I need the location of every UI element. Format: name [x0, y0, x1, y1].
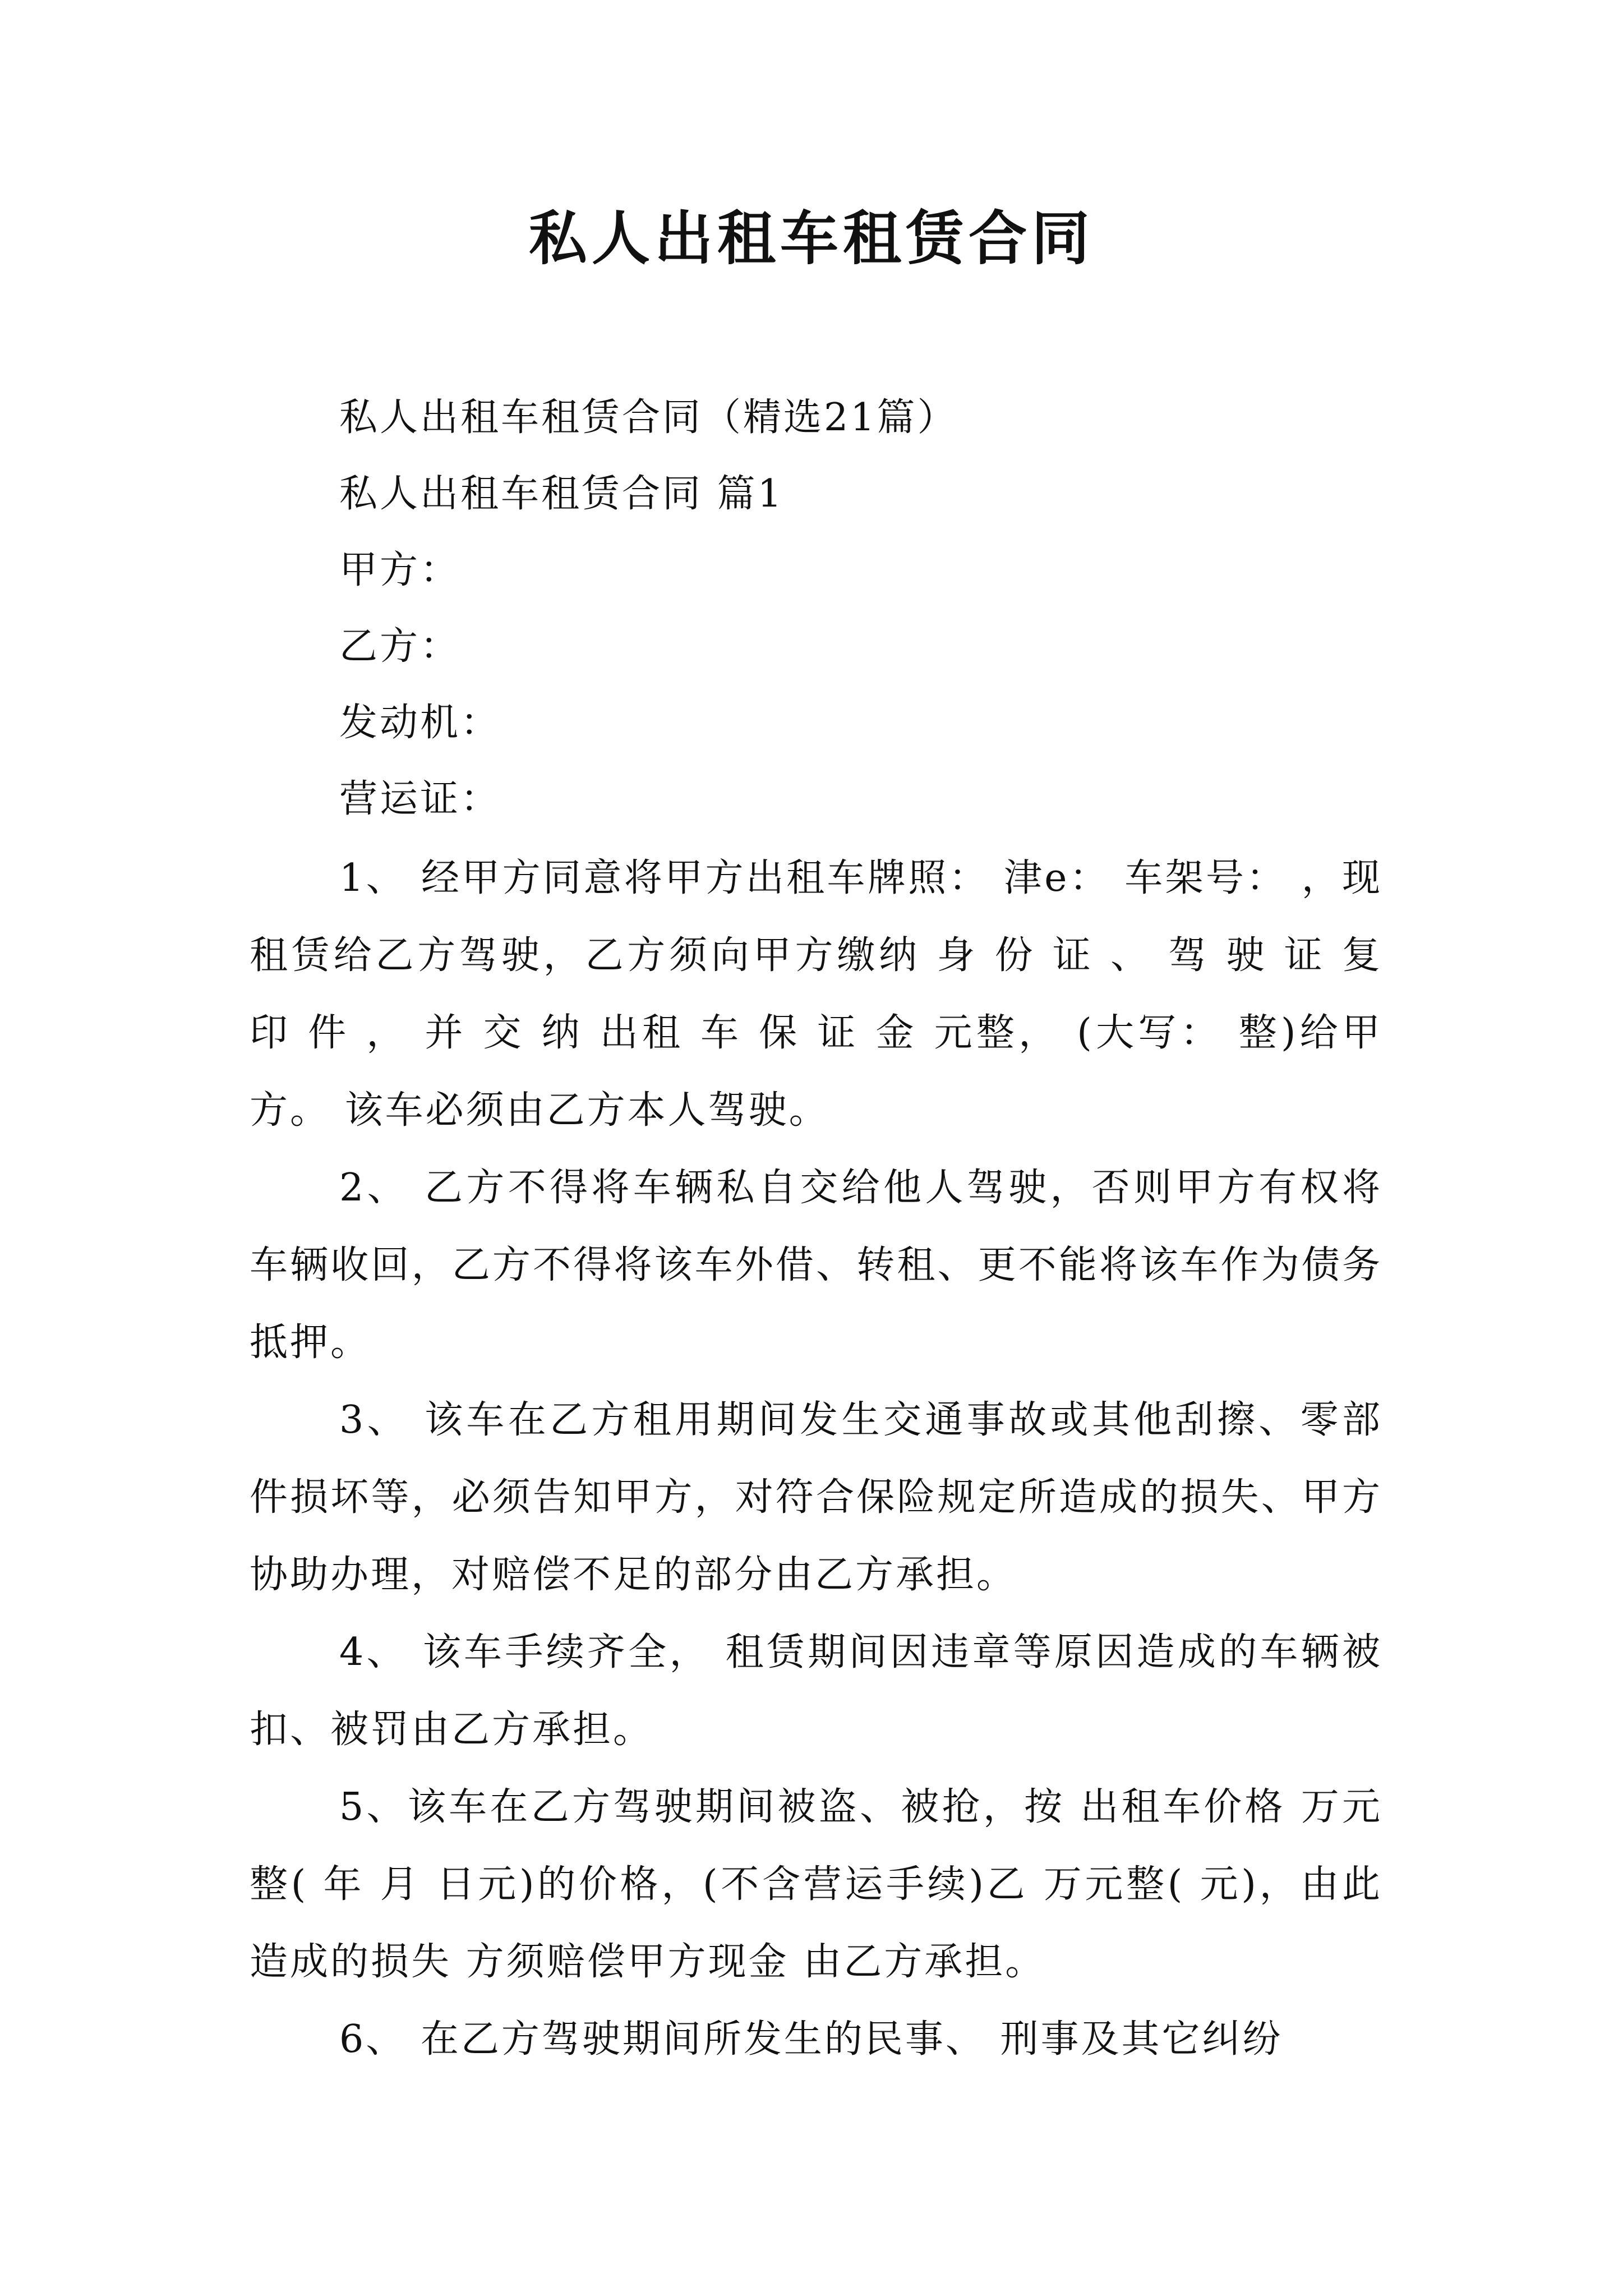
- clause-1: 1、 经甲方同意将甲方出租车牌照： 津e： 车架号： ，现租赁给乙方驾驶，乙方须向甲方缴纳 身 份 证 、 驾 驶 证 复 印 件 ， 并 交 纳 出租 车 保 证 金 元整， (大写： 整)给甲方。 该车必须由乙方本人驾驶。: [250, 856, 1382, 1133]
- document-subtitle: 私人出租车租赁合同（精选21篇）: [339, 395, 958, 440]
- document-title: 私人出租车租赁合同: [528, 204, 1094, 273]
- clause-4: 4、 该车手续齐全， 租赁期间因违章等原因造成的车辆被 扣、被罚由乙方承担。: [250, 1630, 1382, 1752]
- clause-3: 3、 该车在乙方租用期间发生交通事故或其他刮擦、零部 件损坏等，必须告知甲方，对符合保险规定所造成的损失、甲方协助办理，对赔偿不足的部分由乙方承担。: [250, 1398, 1382, 1597]
- clause-5: 5、该车在乙方驾驶期间被盗、被抢，按 出租车价格 万元整( 年 月 日元)的价格，(不含营运手续)乙 万元整( 元)，由此造成的损失 方须赔偿甲方现金 由乙方承担。: [250, 1785, 1382, 1984]
- field-engine: 发动机：: [339, 701, 501, 745]
- field-license: 营运证：: [339, 777, 501, 821]
- contract-body: [250, 840, 1382, 2078]
- clause-2: 2、 乙方不得将车辆私自交给他人驾驶，否则甲方有权将车辆收回，乙方不得将该车外借、转租、更不能将该车作为债务抵押。: [250, 1166, 1382, 1365]
- field-party-a: 甲方：: [339, 548, 461, 592]
- section-heading: 私人出租车租赁合同 篇1: [339, 472, 784, 516]
- field-party-b: 乙方：: [339, 624, 461, 669]
- clause-6: 6、 在乙方驾驶期间所发生的民事、 刑事及其它纠纷: [339, 2017, 1283, 2062]
